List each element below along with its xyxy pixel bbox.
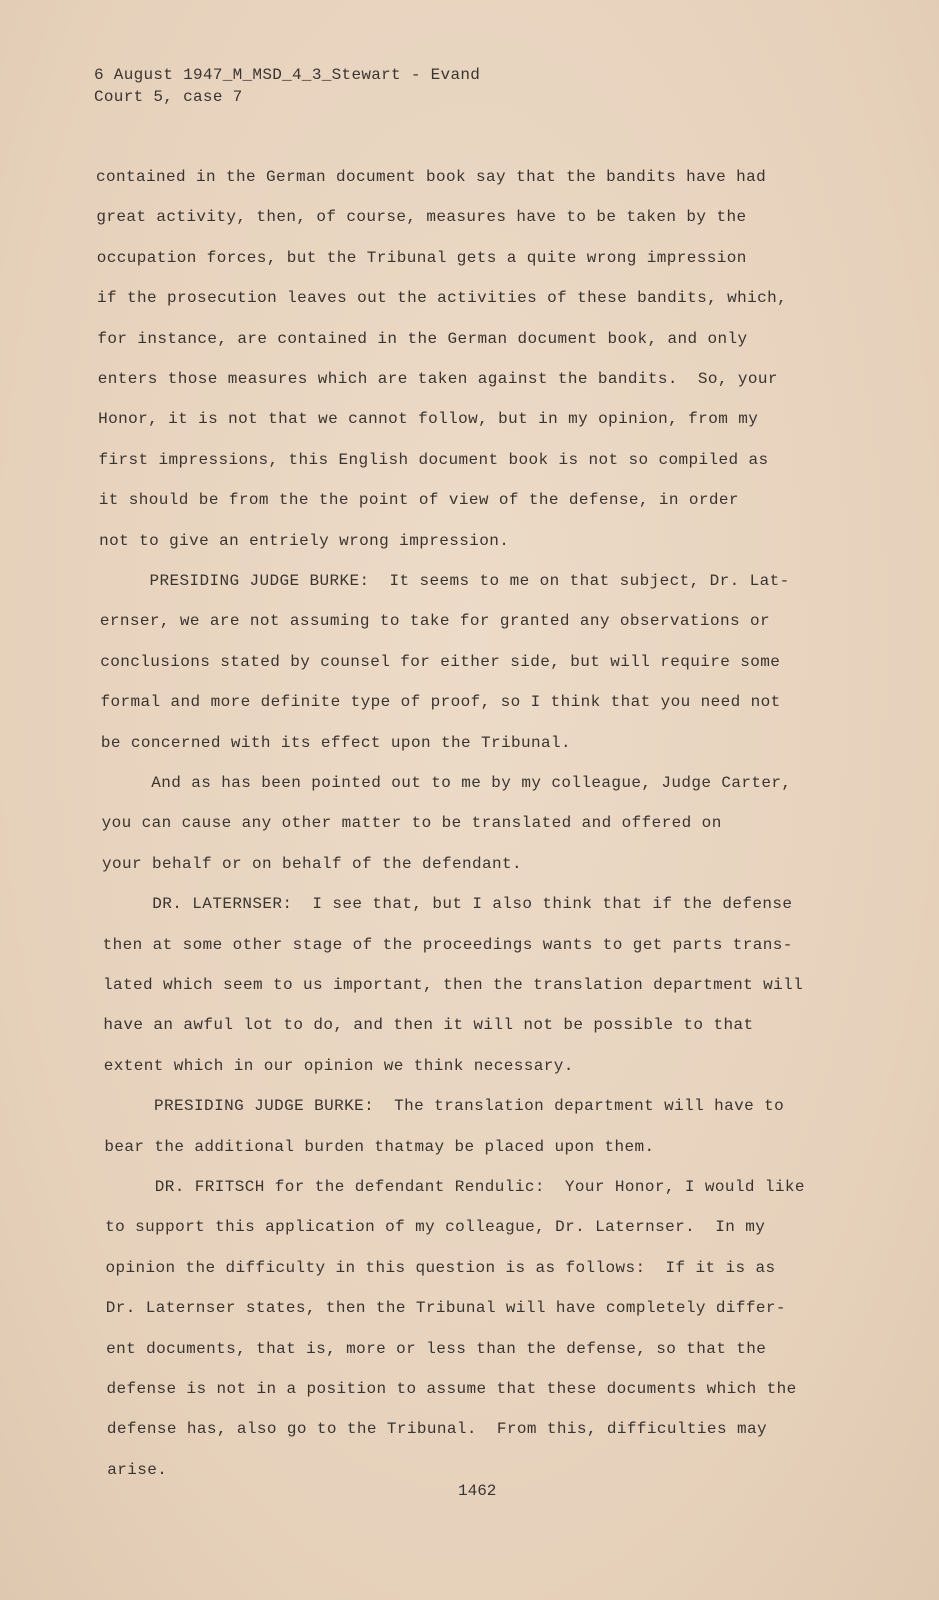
- text-line: PRESIDING JUDGE BURKE: It seems to me on that subject, Dr. Lat-: [99, 572, 790, 590]
- text-line: DR. LATERNSER: I see that, but I also think that if the defense: [102, 895, 793, 914]
- text-line: for instance, are contained in the German document book, and only: [97, 329, 748, 348]
- text-line: bear the additional burden thatmay be placed upon them.: [104, 1137, 655, 1156]
- text-line: then at some other stage of the proceedings wants to get parts trans-: [102, 935, 793, 954]
- header-line-date: 6 August 1947_M_MSD_4_3_Stewart - Evand: [94, 66, 481, 84]
- text-line: first impressions, this English document book is not so compiled as: [98, 450, 769, 469]
- page-number: 1462: [458, 1482, 497, 1500]
- text-line: defense is not in a position to assume that these documents which the: [106, 1380, 797, 1398]
- text-line: occupation forces, but the Tribunal gets a quite wrong impression: [96, 248, 747, 267]
- text-line: it should be from the the point of view of the defense, in order: [98, 491, 739, 510]
- text-line: conclusions stated by counsel for either side, but will require some: [100, 652, 781, 671]
- text-line: your behalf or on behalf of the defendant.: [101, 854, 523, 873]
- text-line: be concerned with its effect upon the Tribunal.: [100, 733, 571, 752]
- text-line: you can cause any other matter to be translated and offered on: [101, 814, 722, 833]
- text-line: defense has, also go to the Tribunal. From this, difficulties may: [106, 1420, 767, 1439]
- text-line: Honor, it is not that we cannot follow, but in my opinion, from my: [98, 410, 759, 429]
- text-line: extent which in our opinion we think necessary.: [103, 1056, 574, 1075]
- text-line: Dr. Laternser states, then the Tribunal will have completely differ-: [105, 1299, 786, 1318]
- text-line: opinion the difficulty in this question is as follows: If it is as: [105, 1258, 776, 1277]
- text-line: arise.: [107, 1460, 168, 1479]
- text-line: And as has been pointed out to me by my colleague, Judge Carter,: [101, 774, 792, 792]
- text-line: PRESIDING JUDGE BURKE: The translation department will have to: [104, 1097, 785, 1116]
- text-line: if the prosecution leaves out the activities of these bandits, which,: [97, 289, 788, 308]
- text-line: contained in the German document book say that the bandits have had: [96, 168, 767, 186]
- text-line: formal and more definite type of proof, so I think that you need not: [100, 693, 781, 712]
- text-line: lated which seem to us important, then the translation department will: [103, 976, 804, 994]
- text-line: enters those measures which are taken against the bandits. So, your: [97, 370, 778, 388]
- text-line: ent documents, that is, more or less than the defense, so that the: [106, 1339, 767, 1358]
- text-line: DR. FRITSCH for the defendant Rendulic: Your Honor, I would like: [104, 1178, 805, 1196]
- text-line: not to give an entriely wrong impression.: [99, 531, 510, 550]
- text-line: great activity, then, of course, measures have to be taken by the: [96, 208, 747, 227]
- header-line-court: Court 5, case 7: [94, 88, 243, 106]
- text-line: ernser, we are not assuming to take for granted any observations or: [99, 612, 770, 631]
- text-line: to support this application of my colleague, Dr. Laternser. In my: [105, 1218, 766, 1237]
- text-line: have an awful lot to do, and then it will not be possible to that: [103, 1016, 754, 1035]
